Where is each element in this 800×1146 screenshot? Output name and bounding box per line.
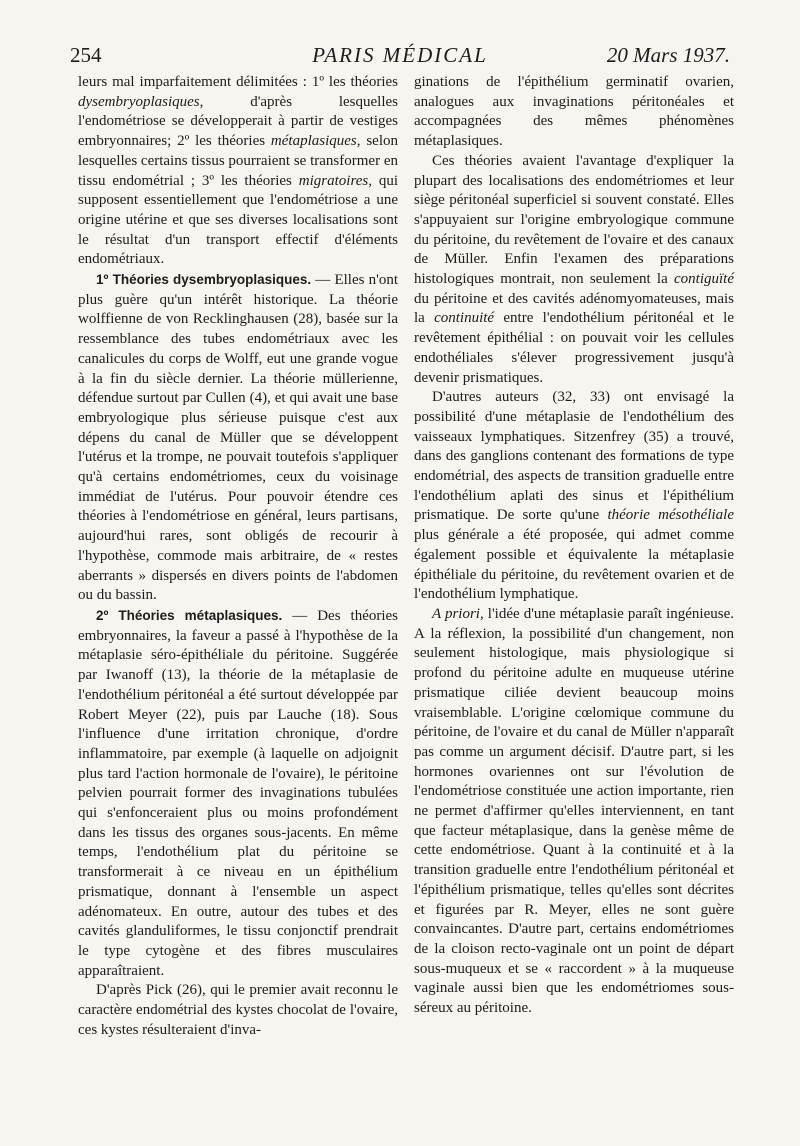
right-column bbox=[414, 73, 734, 1019]
page-number: 254 bbox=[70, 43, 102, 67]
journal-title: PARIS MÉDICAL bbox=[312, 43, 488, 67]
section-heading: 1º Théories dysembryoplasiques. bbox=[96, 272, 312, 288]
paragraph: A priori, l'idée d'une métaplasie paraît ingénieuse. A la réflexion, la possibilité d'un changement, non seulement histologique, mais physiologique si profond du péritoine adulte en muqueuse utérine prismatique ciliée devient beaucoup moins vraisemblable. L'origine cœlomique commune du péritoine, de l'ovaire et du canal de Müller n'apparaît pas comme un argument décisif. D'autre part, si les hormones ovariennes ont sur l'évolution de l'endométriose constituée une action importante, rien ne permet d'affirmer qu'elles interviennent, en tant que facteur métaplasique, dans la genèse même de cette endométriose. Quant à la continuité et à la transition graduelle entre l'endothélium péritonéal et l'épithélium prismatique, telles qu'elles sont décrites et figurées par R. Meyer, elles ne sont guère convaincantes. D'autre part, certains endométriomes de la cloison recto-vaginale ont un point de départ sous-muqueux et se « raccordent » à la muqueuse vaginale aussi bien que les endométriomes sous-séreux au péritoine. bbox=[414, 605, 734, 1017]
paragraph: ginations de l'épithélium germinatif ovarien, analogues aux invaginations péritonéales et accompagnées des mêmes phénomènes métaplasiques. bbox=[414, 74, 734, 150]
paragraph: leurs mal imparfaitement délimitées : 1º les théories dysembryoplasiques, d'après lesquelles l'endométriose se développerait à partir de vestiges embryonnaires; 2º les théories métaplasiques, selon lesquelles certains tissus pourraient se transformer en tissu endométrial ; 3º les théories migratoires, qui supposent essentiellement que l'endométriose a une origine utérine et que ses diverses localisations sont le résultat d'un transport effectif d'éléments endométriaux. bbox=[78, 74, 398, 268]
section-heading: 2º Théories métaplasiques. bbox=[96, 607, 283, 623]
paragraph: D'autres auteurs (32, 33) ont envisagé la possibilité d'une métaplasie de l'endothélium des vaisseaux lymphatiques. Sitzenfrey (35) a trouvé, dans des ganglions contenant des formations de type endométrial, des aspects de transition graduelle entre l'endothélium aplati des sinus et l'épithélium prismatique. De sorte qu'une théorie mésothéliale plus générale a été proposée, qui admet comme également possible et équivalente la métaplasie épithéliale du péritoine, du revêtement ovarien et de l'endothélium lymphatique. bbox=[414, 389, 734, 603]
paragraph: 2º Théories métaplasiques. — Des théories embryonnaires, la faveur a passé à l'hypothèse de la métaplasie séro-épithéliale du péritoine. Suggérée par Iwanoff (13), la théorie de la métaplasie de l'endothélium péritonéal a été surtout développée par Robert Meyer (22), puis par Lauche (18). Sous l'influence d'une irritation chronique, d'ordre inflammatoire, par exemple (à laquelle on adjoignit plus tard l'action hormonale de l'ovaire), le péritoine pelvien pourrait former des invaginations tubulées qui s'enfonceraient plus ou moins profondément dans les tissus des organes sous-jacents. En même temps, l'endothélium plat du péritoine se transformerait à ce niveau en un épithélium prismatique, donnant à l'ensemble un aspect adénomateux. En outre, autour des tubes et des cavités glanduliformes, le tissu conjonctif prendrait le type cytogène et des fibres musculaires apparaîtraient. bbox=[78, 607, 399, 979]
paragraph: 1º Théories dysembryoplasiques. — Elles n'ont plus guère qu'un intérêt historique. La théorie wolffienne de von Recklinghausen (28), basée sur la ressemblance des tubes endométriaux avec les canalicules du corps de Wolff, eut une grande vogue à la fin du siècle dernier. La théorie müllerienne, défendue surtout par Cullen (4), et qui avait une base embryologique plus sérieuse puisque c'est aux dépens du canal de Müller que se développent l'utérus et la trompe, ne pouvait toutefois s'appliquer qu'à certains endométriomes, ceux du voisinage immédiat de l'utérus. Pour pouvoir étendre ces théories à l'endométriose en général, leurs partisans, aujourd'hui rares, sont obligés de recourir à l'hypothèse, commode mais arbitraire, de « restes aberrants » dispersés en divers points de l'abdomen ou du bassin. bbox=[78, 272, 398, 604]
paragraph: D'après Pick (26), qui le premier avait reconnu le caractère endométrial des kystes chocolat de l'ovaire, ces kystes résulteraient d'inva- bbox=[78, 982, 398, 1038]
running-header bbox=[70, 43, 730, 75]
left-column bbox=[78, 73, 398, 1040]
issue-date: 20 Mars 1937. bbox=[606, 43, 730, 67]
paragraph: Ces théories avaient l'avantage d'expliquer la plupart des localisations des endométriomes et leur siège péritonéal superficiel si souvent constaté. Elles s'appuyaient sur l'origine embryologique commune du péritoine, du revêtement de l'ovaire et des canaux de Müller. Enfin l'examen des préparations histologiques montrait, non seulement la contiguïté du péritoine et des cavités adénomyomateuses, mais la continuité entre l'endothélium péritonéal et le revêtement épithélial : on pouvait voir les cellules endothéliales s'élever progressivement jusqu'à devenir prismatiques. bbox=[414, 152, 734, 386]
